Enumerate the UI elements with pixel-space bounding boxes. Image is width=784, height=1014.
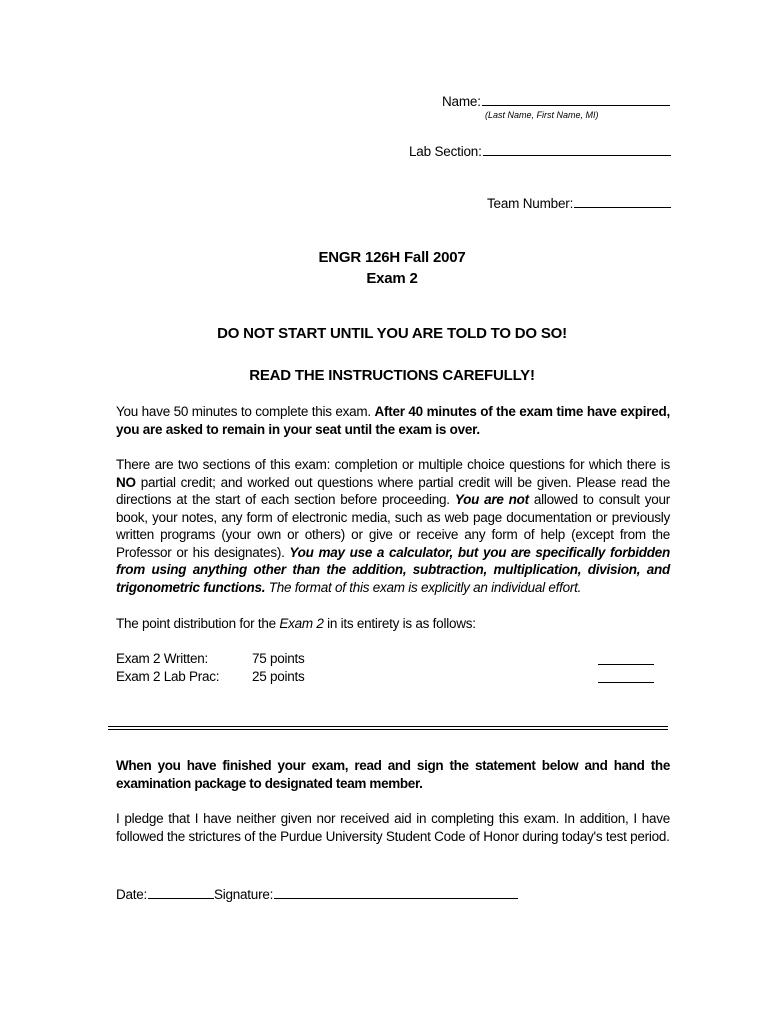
row-points: 75 points: [252, 651, 305, 666]
rules-text-2: partial credit; and worked out questions where partial credit will be given. Please read the directions at the start of each section before proceeding.: [116, 474, 670, 507]
team-number-blank[interactable]: [574, 195, 671, 208]
rules-paragraph: [116, 456, 670, 596]
rules-individual-text: The format of this exam is explicitly an individual effort.: [265, 579, 582, 595]
lab-section-label: Lab Section:: [409, 144, 482, 159]
instructions-heading: READ THE INSTRUCTIONS CAREFULLY!: [249, 367, 535, 384]
distribution-text-2: in its entirety is as follows:: [323, 616, 476, 631]
rules-no-text: NO: [116, 474, 136, 490]
name-field[interactable]: [442, 93, 670, 109]
rules-text-1: There are two sections of this exam: completion or multiple choice questions for which there is: [116, 457, 670, 472]
distribution-row-lab: [116, 669, 219, 684]
rules-calculator-text: You may use a calculator, but you are specifically forbidden from using anything other than the addition, subtraction, multiplication, division, and trigonometric functions.: [116, 544, 670, 595]
signature-blank[interactable]: [274, 886, 518, 899]
section-divider: [108, 726, 668, 730]
start-warning: DO NOT START UNTIL YOU ARE TOLD TO DO SO!: [217, 325, 567, 342]
row-label: Exam 2 Written:: [116, 651, 209, 666]
signature-line: [116, 886, 518, 902]
date-blank[interactable]: [148, 886, 214, 899]
time-bold-text: After 40 minutes of the exam time have expired, you are asked to remain in your seat until the exam is over.: [116, 404, 671, 437]
date-label: Date:: [116, 887, 148, 902]
exam-title: Exam 2: [366, 270, 418, 287]
course-title: ENGR 126H Fall 2007: [318, 249, 466, 266]
honor-pledge: I pledge that I have neither given nor received aid in completing this exam. In addition, I have followed the strictures of the Purdue University Student Code of Honor during today's test period.: [116, 811, 670, 844]
time-text: You have 50 minutes to complete this exam.: [116, 404, 375, 419]
lab-score-blank[interactable]: [598, 670, 654, 683]
team-number-field[interactable]: [487, 195, 671, 211]
name-label: Name:: [442, 94, 481, 109]
team-number-label: Team Number:: [487, 196, 574, 211]
distribution-text-1: The point distribution for the: [116, 616, 280, 631]
distribution-intro: [116, 616, 476, 631]
lab-section-blank[interactable]: [483, 143, 671, 156]
lab-section-field[interactable]: [409, 143, 671, 159]
distribution-row-written: [116, 651, 208, 666]
name-blank[interactable]: [482, 93, 670, 106]
distribution-exam-name: Exam 2: [279, 616, 324, 631]
row-points: 25 points: [252, 669, 305, 684]
name-hint: (Last Name, First Name, MI): [485, 110, 599, 120]
rules-you-are-not: You are not: [454, 492, 529, 507]
finish-statement: When you have finished your exam, read and sign the statement below and hand the examination package to designated team member.: [116, 758, 670, 791]
row-label: Exam 2 Lab Prac:: [116, 669, 220, 684]
time-paragraph: [116, 403, 670, 438]
rules-text-3: allowed to consult your book, your notes, any form of electronic media, such as web page documentation or previously written programs (your own or others) or give or receive any form of help (except from the Professor or his designates).: [116, 492, 671, 560]
written-score-blank[interactable]: [598, 652, 654, 665]
signature-label: Signature:: [214, 887, 274, 902]
